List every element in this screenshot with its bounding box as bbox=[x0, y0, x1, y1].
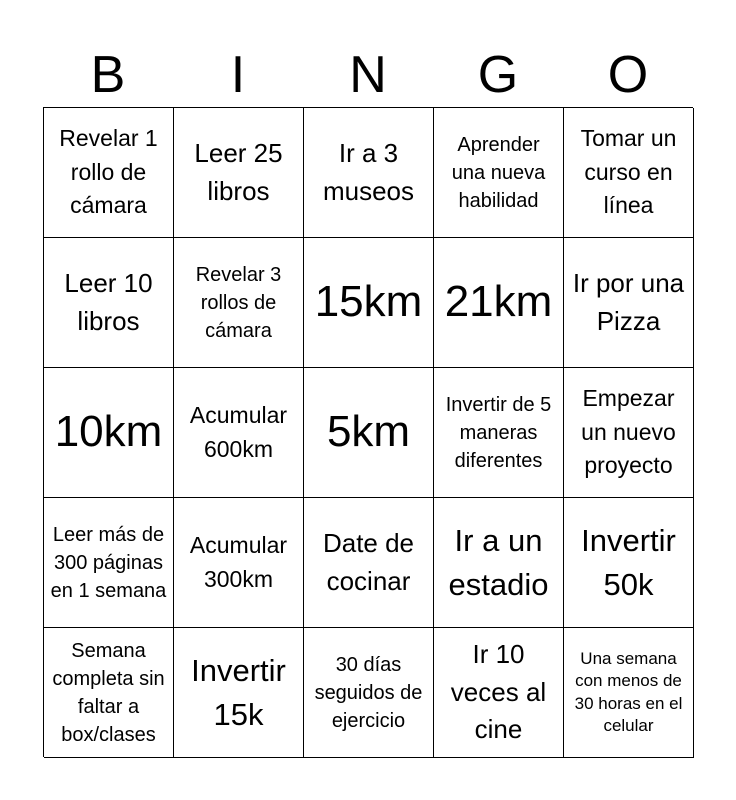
bingo-header bbox=[43, 42, 693, 108]
header-letter-o: O bbox=[607, 46, 649, 104]
bingo-cell[interactable] bbox=[174, 628, 304, 758]
bingo-cell[interactable] bbox=[434, 368, 564, 498]
bingo-cell[interactable] bbox=[304, 628, 434, 758]
bingo-cell[interactable] bbox=[434, 108, 564, 238]
bingo-cell[interactable] bbox=[434, 498, 564, 628]
cell-text: Revelar 1 rollo de cámara bbox=[59, 125, 158, 219]
bingo-cell[interactable] bbox=[174, 108, 304, 238]
cell-text: Invertir 15k bbox=[191, 653, 286, 732]
cell-text: 15km bbox=[314, 277, 423, 327]
cell-text: Leer 25 libros bbox=[194, 137, 283, 206]
cell-text: Revelar 3 rollos de cámara bbox=[195, 263, 282, 342]
cell-text: Ir a 3 museos bbox=[322, 137, 415, 206]
header-letter-g: G bbox=[477, 46, 519, 104]
bingo-cell[interactable] bbox=[44, 368, 174, 498]
bingo-cell[interactable] bbox=[44, 628, 174, 758]
cell-text: 30 días seguidos de ejercicio bbox=[314, 653, 423, 732]
bingo-cell[interactable] bbox=[564, 108, 694, 238]
bingo-cell[interactable] bbox=[434, 238, 564, 368]
cell-text: Ir por una Pizza bbox=[572, 267, 685, 336]
cell-text: Acumular 300km bbox=[189, 532, 288, 592]
bingo-cell[interactable] bbox=[44, 238, 174, 368]
cell-text: Leer más de 300 páginas en 1 semana bbox=[50, 523, 167, 602]
bingo-cell[interactable] bbox=[44, 108, 174, 238]
cell-text: Leer 10 libros bbox=[64, 267, 153, 336]
bingo-cell[interactable] bbox=[304, 108, 434, 238]
bingo-cell[interactable] bbox=[434, 628, 564, 758]
bingo-cell[interactable] bbox=[304, 498, 434, 628]
cell-text: Aprender una nueva habilidad bbox=[451, 133, 546, 212]
cell-text: Tomar un curso en línea bbox=[580, 125, 677, 219]
bingo-cell[interactable] bbox=[564, 238, 694, 368]
cell-text: Ir 10 veces al cine bbox=[450, 638, 547, 745]
bingo-cell[interactable] bbox=[174, 238, 304, 368]
bingo-cell[interactable] bbox=[44, 498, 174, 628]
cell-text: Empezar un nuevo proyecto bbox=[581, 385, 676, 479]
header-letter-i: I bbox=[230, 46, 246, 104]
bingo-cell[interactable] bbox=[564, 498, 694, 628]
cell-text: Una semana con menos de 30 horas en el celular bbox=[574, 649, 683, 735]
bingo-cell[interactable] bbox=[174, 498, 304, 628]
bingo-cell[interactable] bbox=[304, 238, 434, 368]
header-letter-b: B bbox=[90, 46, 126, 104]
cell-text: Semana completa sin faltar a box/clases bbox=[52, 639, 165, 746]
cell-text: 10km bbox=[54, 407, 163, 457]
bingo-cell[interactable] bbox=[304, 368, 434, 498]
cell-text: Acumular 600km bbox=[189, 402, 288, 462]
bingo-cell[interactable] bbox=[174, 368, 304, 498]
cell-text: 21km bbox=[444, 277, 553, 327]
cell-text: Invertir 50k bbox=[581, 523, 676, 602]
cell-text: 5km bbox=[326, 407, 411, 457]
cell-text: Invertir de 5 maneras diferentes bbox=[445, 393, 552, 472]
bingo-cell[interactable] bbox=[564, 368, 694, 498]
bingo-board bbox=[43, 107, 693, 757]
cell-text: Ir a un estadio bbox=[448, 523, 549, 602]
bingo-cell[interactable] bbox=[564, 628, 694, 758]
cell-text: Date de cocinar bbox=[322, 527, 415, 596]
header-letter-n: N bbox=[349, 46, 387, 104]
